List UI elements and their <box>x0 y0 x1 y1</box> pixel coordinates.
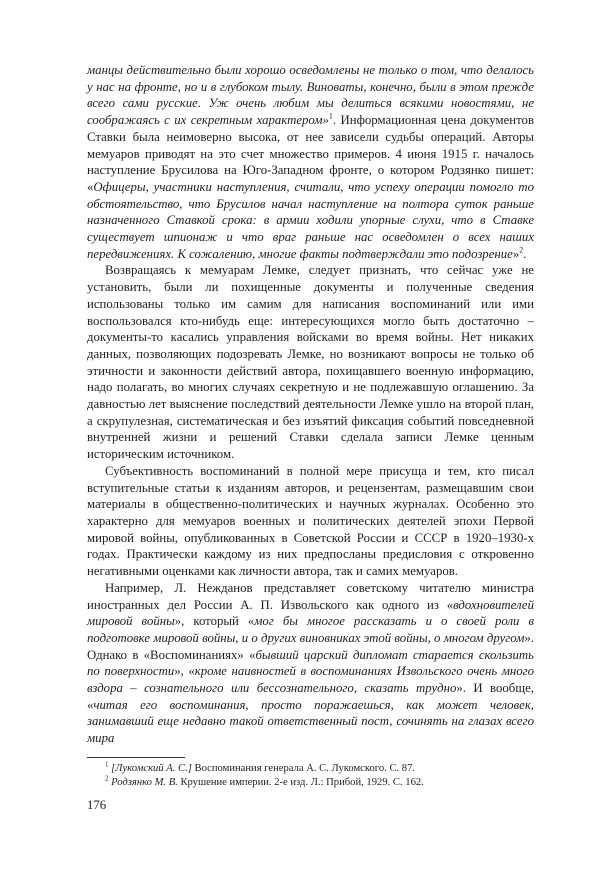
body-text: . Информационная цена документов Ставки была неимоверно высока, от нее зависели судьбы операций. Авторы мемуаров приводят на это счет множество примеров. 4 июня 1915 г. началось наступление Брусилова на Юго-Западном фронте, о котором Родзянко пишет: « <box>87 113 534 194</box>
body-text: », « <box>174 664 195 679</box>
page-number: 176 <box>87 797 107 812</box>
quote-text: вдохновителей мировой войны <box>87 597 534 629</box>
quote-text: читая его воспоминания, просто поражаешься, как может человек, занимавший еще недавно такой ответственный пост, сочинять на глазах всего мира <box>87 697 534 746</box>
footnote-number: 2 <box>105 774 109 783</box>
quote-text: манцы действительно были хорошо осведомлены не только о том, что делалось у нас на фронте, но и в глубоком тылу. Виноваты, конечно, были в этом прежде всего сами русские. Уж очень любим мы делиться всякими новостями, не соображаясь с их секретным характером» <box>87 63 534 128</box>
body-text: Например, Л. Нежданов представляет советскому читателю министра иностранных дел России А. П. Извольского как одного из « <box>87 580 534 612</box>
footnote-number: 1 <box>105 760 109 769</box>
quote-text: Офицеры, участники наступления, считали, что успеху операции помогло то обстоятельство, что Брусилов начал наступление на полтора суток раньше назначенного Ставкой срока: в армии ходили упорные слухи, что в Ставке существует шпионаж и что враг раньше нас осведомлен о всех наших передвижениях. К сожалению, многие факты подтверждали это подозрение <box>87 179 534 261</box>
paragraph-1 <box>87 62 534 262</box>
paragraph-2: Возвращаясь к мемуарам Лемке, следует признать, что сейчас уже не установить, были ли похищенные документы и полученные сведения использованы только им самим для написания воспоминаний или ими воспользовался кто-нибудь еще: интересующихся могло быть достаточно – документы-то касались управления войсками во время войны. Нет никаких данных, позволяющих подозревать Лемке, но возникают вопросы не только об этичности и законности действий автора, похищавшего военную информацию, надо полагать, во многих случаях секретную и не подлежавшую оглашению. За давностью лет выяснение последствий деятельности Лемке ушло на второй план, а скрупулезная, систематическая и без изъятий фиксация событий повседневной внутренней жизни и решений Ставки сделала записи Лемке ценным историческим источником. <box>87 263 534 462</box>
footnote-1 <box>87 762 534 776</box>
body-text: . <box>523 246 527 261</box>
body-text: » <box>512 246 520 261</box>
body-text: ». И вообще, « <box>87 681 534 712</box>
footnote-text: Воспоминания генерала А. С. Лукомского. С. 87. <box>191 762 416 774</box>
footnote-author: Родзянко М. В. <box>111 776 178 788</box>
footnote-2 <box>87 776 534 790</box>
paragraph-4 <box>87 580 534 747</box>
quote-text: мог бы многое рассказать и о своей роли в подготовке мировой войны, и о других виновниках этой войны, о многом другом <box>87 614 534 645</box>
footnote-text: Крушение империи. 2-е изд. Л.: Прибой, 1929. С. 162. <box>177 776 424 788</box>
footnotes <box>87 762 534 790</box>
footnote-author: [Лукомский А. С.] <box>111 762 192 774</box>
paragraph-3: Субъективность воспоминаний в полной мере присуща и тем, кто писал вступительные статьи к изданиям авторов, и рецензентам, размещавшим свои материалы в общественно-политических и научных журналах. Особенно это характерно для мемуаров военных и политических деятелей эпохи Первой мировой войны, опубликованных в Советской России и СССР в 1920–1930-х годах. Практически каждому из них предпосланы предисловия с откровенно негативными оценками как личности автора, так и самих мемуаров. <box>87 463 534 579</box>
quote-text: бывший царский дипломат старается скользить по поверхности <box>87 647 534 679</box>
footnote-ref-1: 1 <box>328 111 333 121</box>
quote-text: кроме наивностей в воспоминаниях Извольского очень много вздора – сознательного или бессознательного, сказать трудно <box>87 664 535 696</box>
footnote-divider <box>87 757 185 758</box>
body-text: ». Однако в «Воспоминаниях» « <box>87 630 534 662</box>
footnote-ref-2: 2 <box>519 245 524 255</box>
main-text <box>87 62 534 747</box>
body-text: », который « <box>174 614 255 629</box>
